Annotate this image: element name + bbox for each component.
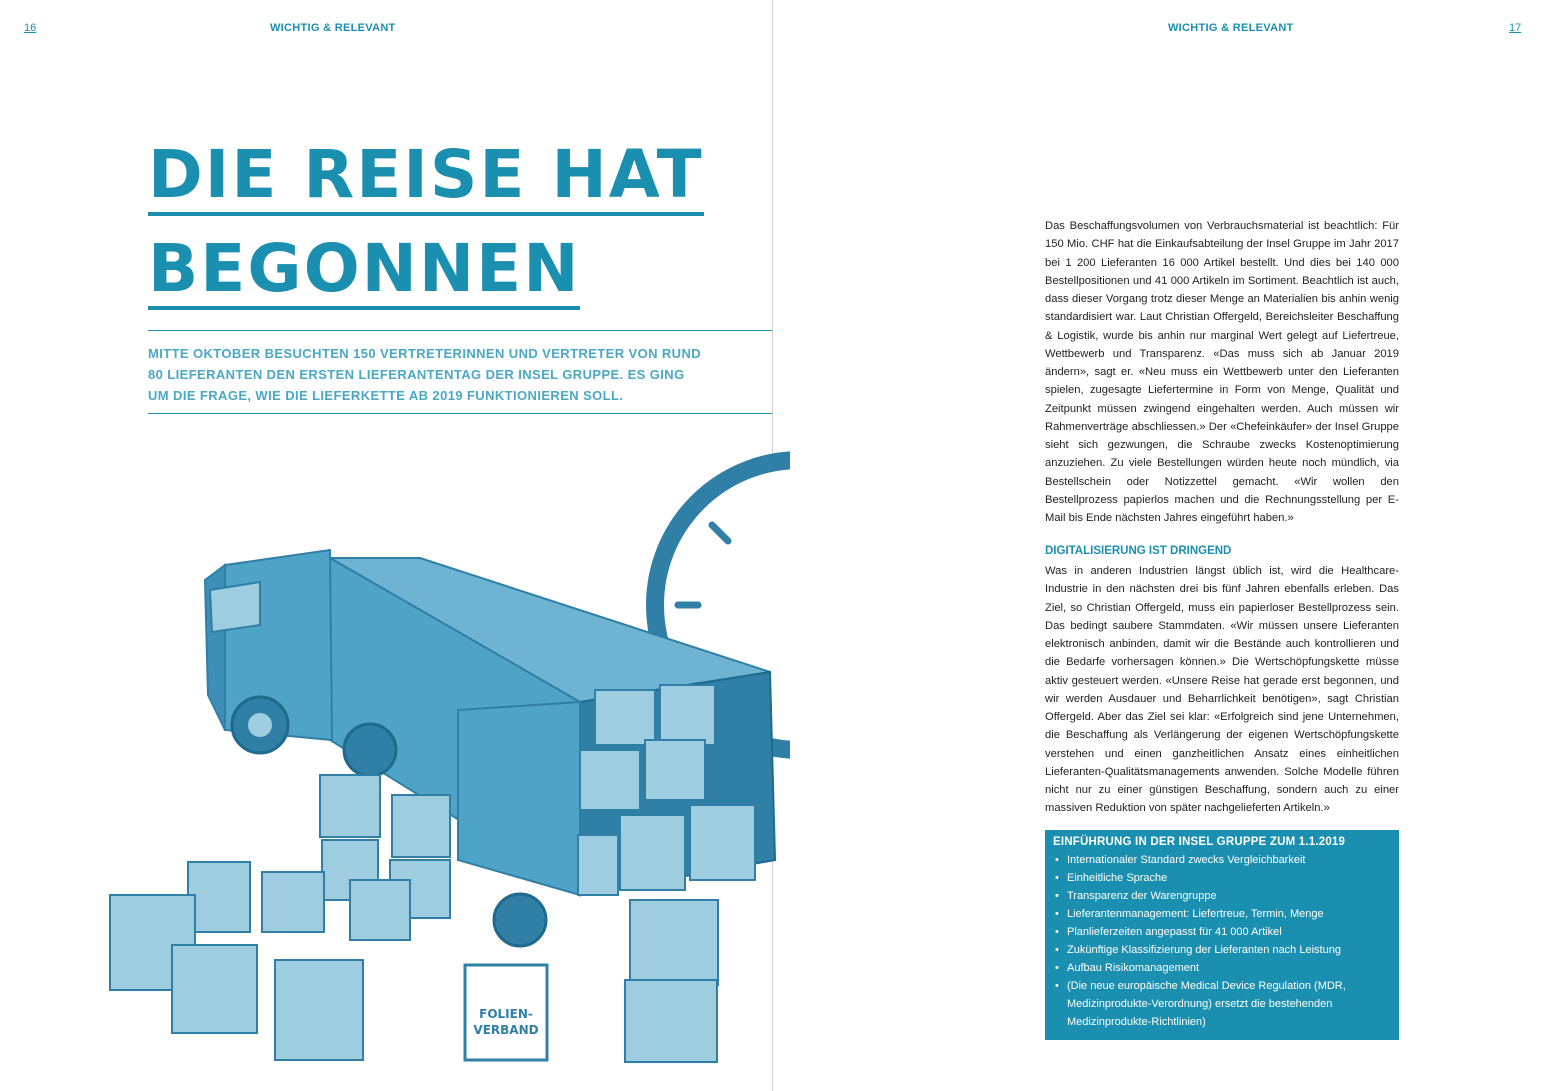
list-item: • (Die neue europäische Medical Device Regulation (MDR, Medizinprodukte-Verordnung) ersetzt die bestehenden Medizinprodukte-Richtlinien) bbox=[1053, 977, 1391, 1031]
list-item: • Einheitliche Sprache bbox=[1053, 869, 1391, 887]
subheading: DIGITALISIERUNG IST DRINGEND bbox=[1045, 545, 1232, 557]
headline-line-1: DIE REISE HAT bbox=[148, 140, 704, 216]
list-item: • Planlieferzeiten angepasst für 41 000 Artikel bbox=[1053, 923, 1391, 941]
box-label-line-2: VERBAND bbox=[473, 1023, 539, 1037]
info-box bbox=[1045, 830, 1399, 1040]
headline-line-2: BEGONNEN bbox=[148, 234, 580, 310]
body-paragraph-2: Was in anderen Industrien längst üblich ist, wird die Healthcare-Industrie in den nächsten drei bis fünf Jahren ebenfalls erleben. Das Ziel, so Christian Offergeld, muss ein papierloser Bestellprozess sein. Das bedingt saubere Stammdaten. «Wir müssen unsere Lieferanten elektronisch anbinden, damit wir die Bestände auch kontrollieren und die Bedarfe vorhersagen können.» Die Wertschöpfungskette müsse aktiv gesteuert werden. «Unsere Reise hat gerade erst begonnen, und wir werden Ausdauer und Beharrlichkeit benötigen», sagt Christian Offergeld. Aber das Ziel sei klar: «Erfolgreich sind jene Unternehmen, die Beschaffung als Verlängerung der eigenen Wertschöpfungskette verstehen und einen ganzheitlichen Ansatz eines einheitlichen Lieferanten-Qualitätsmanagements anwenden. Solche Modelle führen nicht nur zu einer günstigen Beschaffung, sondern auch zu einer massiven Reduktion von später nachgelieferten Artikeln.» bbox=[1045, 565, 1399, 815]
list-item: • Transparenz der Warengruppe bbox=[1053, 887, 1391, 905]
page-title bbox=[148, 132, 708, 320]
page-number-right: 17 bbox=[1509, 22, 1522, 34]
list-item: • Zukünftige Klassifizierung der Lieferanten nach Leistung bbox=[1053, 941, 1391, 959]
list-item: • Aufbau Risikomanagement bbox=[1053, 959, 1391, 977]
box-label-line-1: FOLIEN- bbox=[479, 1007, 533, 1021]
list-item: • Internationaler Standard zwecks Vergleichbarkeit bbox=[1053, 851, 1391, 869]
info-box-list bbox=[1053, 851, 1391, 1031]
truck-and-clock-illustration bbox=[100, 440, 790, 1080]
lead-rule-top bbox=[148, 330, 772, 331]
lead-rule-bottom bbox=[148, 413, 772, 414]
body-paragraph-1: Das Beschaffungsvolumen von Verbrauchsmaterial ist beachtlich: Für 150 Mio. CHF hat die Einkaufsabteilung der Insel Gruppe im Jahr 2017 bei 1 200 Lieferanten 16 000 Artikel bestellt. Und dies bei 140 000 Bestellpositionen und 41 000 Artikeln im Sortiment. Beachtlich ist auch, dass dieser Vorgang trotz dieser Menge an Materialien bis anhin wenig standardisiert war. Laut Christian Offergeld, Bereichsleiter Beschaffung & Logistik, wurde bis anhin nur marginal Wert gelegt auf Liefertreue, Wettbewerb und Transparenz. «Das muss sich ab Januar 2019 ändern», sagt er. «Neu muss ein Wettbewerb unter den Lieferanten spielen, zugesagte Liefertermine in Form von Menge, Qualität und Zeitpunkt müssen zwingend eingehalten werden. Auch müssen wir Rahmenverträge abschliessen.» Der «Chefeinkäufer» der Insel Gruppe sieht sich gezwungen, die Schraube zwecks Kostenoptimierung anzuziehen. Zu viele Bestellungen würden heute noch mündlich, via Bestellschein oder Notizzettel gemacht. «Wir wollen den Bestellprozess papierlos machen und die Rechnungsstellung per E-Mail bis Ende nächsten Jahres eingeführt haben.» bbox=[1045, 220, 1399, 524]
info-box-title: EINFÜHRUNG IN DER INSEL GRUPPE ZUM 1.1.2019 bbox=[1053, 836, 1346, 848]
list-item: • Lieferantenmanagement: Liefertreue, Termin, Menge bbox=[1053, 905, 1391, 923]
running-head-right: WICHTIG & RELEVANT bbox=[1168, 22, 1294, 34]
page-number-left: 16 bbox=[24, 22, 37, 34]
running-head-left: WICHTIG & RELEVANT bbox=[270, 22, 396, 34]
lead-paragraph: MITTE OKTOBER BESUCHTEN 150 VERTRETERINNEN UND VERTRETER VON RUND 80 LIEFERANTEN DEN ERSTEN LIEFERANTENTAG DER INSEL GRUPPE. ES GING UM DIE FRAGE, WIE DIE LIEFERKETTE AB 2019 FUNKTIONIEREN SOLL. bbox=[148, 346, 702, 403]
